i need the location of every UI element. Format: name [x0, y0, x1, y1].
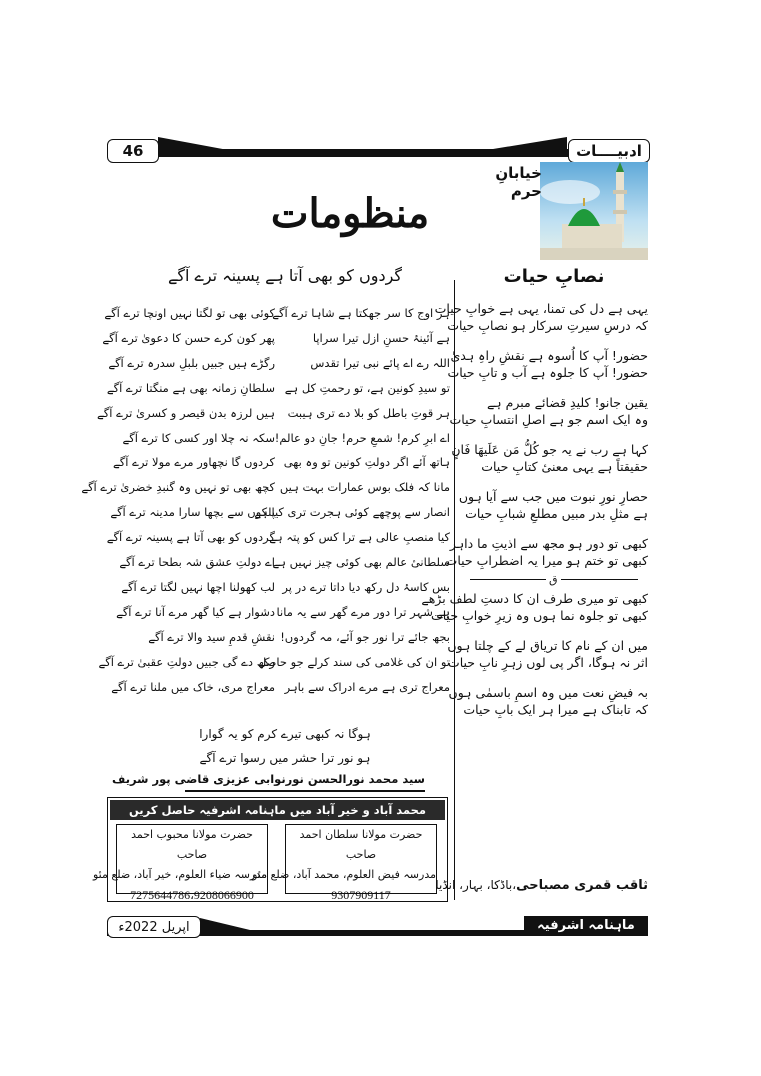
misra-second: اے دولتِ عشق شہ بطحا ترے آگے [119, 555, 275, 569]
right-poem-signature [435, 878, 648, 893]
misra-second: رگڑے ہیں جبیں بلبلِ سدرہ ترے آگے [108, 355, 275, 370]
subsection-title: خیابانِ حرم [495, 164, 542, 200]
page-number: 46 [107, 139, 159, 163]
issue-date: اپریل 2022ء [107, 916, 201, 938]
couplet-row [110, 605, 450, 625]
misra-second: پلکوں سے بچھا سارا مدینہ ترے آگے [110, 505, 275, 520]
right-poem-title: نصابِ حیات [503, 266, 605, 287]
magazine-name: ماہنامہ اشرفیہ [524, 916, 648, 936]
misra-first: اے ابرِ کرم! شمعِ حرم! جانِ دو عالم! [274, 430, 450, 445]
page-title: منظومات [270, 190, 430, 237]
contact-name: حضرت مولانا محبوب احمد صاحب [131, 828, 253, 861]
couplet-row [110, 431, 450, 451]
contact-phone: 9307909117 [331, 888, 391, 902]
poem-line: کبھی تو میری طرف ان کا دستِ لطف بڑھے کبھی تو جلوہ نما ہوں وہ زیرِ خوابِ حیات [421, 591, 648, 623]
mosque-image [540, 162, 648, 260]
misra-second: پھر کون کرے حسن کا دعویٰ ترے آگے [102, 330, 275, 345]
couplet-row [106, 530, 450, 550]
misra-first: مانا کہ فلک بوس عمارات بہت ہیں [279, 480, 450, 495]
contact-address: مدرسہ ضیاء العلوم، خیر آباد، ضلع مئو [92, 868, 267, 881]
left-poem-title: گردوں کو بھی آتا ہے پسینہ ترے آگے [167, 266, 403, 285]
misra-first: اللہ رے اے پائے نبی تیرا تقدس [310, 355, 450, 370]
contact-card-right [252, 824, 437, 902]
poem-line: کبھی تو دور ہو مجھ سے اذیتِ ما داہر کبھی تو ختم ہو میرا یہ اضطرابِ حیات [445, 536, 648, 568]
misra-second: دشوار ہے کیا گھر مرے آنا ترے آگے [116, 604, 275, 619]
contact-phone: 7275644786،9208066900 [130, 888, 254, 902]
section-label: ادبیــــات [568, 139, 650, 163]
misra-second: کوئی بھی تو لگتا نہیں اونچا ترے آگے [104, 306, 275, 320]
misra-first: ہاتھ آئے اگر دولتِ کونین تو وہ بھی [283, 455, 450, 470]
poet-underline [185, 790, 425, 792]
footer-wedge-left [200, 918, 250, 930]
poem-line: بہ فیضِ نعت میں وہ اسمِ باسمٰی ہوں کہ تابناک ہے میرا ہر ایک بابِ حیات [448, 685, 648, 717]
couplet-row [110, 680, 450, 700]
poet-name: ثاقب قمری مصباحی [516, 878, 648, 893]
misra-second: رکھ دے گی جبیں دولتِ عقبیٰ ترے آگے [98, 654, 275, 669]
couplet-row [110, 555, 450, 575]
header-rule [107, 149, 648, 157]
right-poem-body [421, 300, 648, 731]
couplet-row [110, 356, 450, 376]
misra-first: بجھ جائے ترا نور جو آئے، مہ گردوں! [280, 629, 450, 644]
misra-second: کردوں گا نچھاور مرے مولا ترے آگے [113, 455, 275, 470]
couplet-row [110, 455, 450, 475]
misra-second: کچھ بھی تو نہیں وہ گنبدِ خضریٰ ترے آگے [81, 480, 275, 495]
couplet-row [110, 505, 450, 525]
misra-first: ہر اوج کا سر جھکتا ہے شاہا ترے آگے [272, 306, 450, 320]
poem-line: میں ان کے نام کا تریاق لے کے چلتا ہوں اثر نہ ہوگا، اگر پی لوں زہرِ نابِ حیات [447, 638, 648, 670]
misra-first: سلطانیٔ عالم بھی کوئی چیز نہیں ہے [272, 555, 450, 569]
poem-line: حصارِ نورِ نبوت میں جب سے آیا ہوں ہے مثلِ بدر مبیں مطلعِ شبابِ حیات [458, 489, 648, 521]
closing-line: ہوگا نہ کبھی تیرے کرم کو یہ گوارا [199, 727, 371, 741]
closing-line: ہو نور ترا حشر میں رسوا ترے آگے [199, 751, 371, 765]
header-wedge-right [487, 137, 567, 150]
couplet-row [106, 380, 450, 401]
contact-card-left [92, 824, 268, 902]
couplet-row [97, 405, 450, 426]
poem-line: یقین جانو! کلیدِ قضائے مبرم ہے وہ ایک اسم جو ہے اصلِ انتسابِ حیات [449, 395, 648, 427]
stanza-divider [460, 571, 648, 587]
poet-place: ،باڈکا، بہار، انڈیا [435, 878, 517, 892]
closing-couplet [160, 722, 410, 770]
header-wedge-left [158, 137, 228, 150]
misra-first: معراج تری ہے مرے ادراک سے باہر [284, 679, 450, 694]
couplet-row [102, 330, 450, 351]
misra-second: نقشِ قدمِ سید والا ترے آگے [148, 629, 275, 644]
poem-line: یہی ہے دل کی تمنا، یہی ہے خوابِ حیات کہ درسِ سیرتِ سرکار ہو نصابِ حیات [434, 301, 648, 333]
misra-second: ہیں لرزہ بدن قیصر و کسریٰ ترے آگے [97, 405, 275, 420]
ad-box [92, 797, 448, 902]
poem-line: کہا ہے رب نے یہ جو کُلُّ مَن عَلَیهَا فَانٍ حقیقتاً ہے یہی معنیٔ کتابِ حیات [451, 442, 648, 474]
poem-line: حضور! آپ کا اُسوہ ہے نقشِ راہِ ہدیٰ حضور! آپ کا جلوہ ہے آب و تابِ حیات [447, 348, 648, 380]
misra-second: لب کھولنا اچھا نہیں لگتا ترے آگے [121, 579, 275, 594]
stray-mark: ق [546, 571, 561, 588]
misra-first: ہے آئینۂ حسنِ ازل تیرا سراپا [312, 330, 450, 345]
left-poem-body [81, 306, 450, 706]
misra-first: ہر قوتِ باطل کو بلا دے تری ہیبت [287, 405, 450, 420]
couplet-row [81, 480, 450, 500]
couplet-row [110, 580, 450, 600]
misra-first: تو ان کی غلامی کی سند کرلے جو حاصل [257, 654, 450, 669]
couplet-row [110, 630, 450, 650]
left-poet: سید محمد نورالحسن نورنوابی عزیزی قاضی پور شریف [112, 772, 425, 786]
couplet-row [98, 654, 450, 675]
contact-name: حضرت مولانا سلطان احمد صاحب [299, 828, 423, 861]
misra-first: کیا منصبِ عالی ہے ترا کس کو پتہ ہے [269, 530, 450, 545]
couplet-row [104, 306, 450, 326]
misra-first: بس کاسۂ دل رکھ دیا داتا ترے در پر [282, 579, 450, 594]
misra-second: معراج مری، خاک میں ملنا ترے آگے [111, 679, 275, 694]
contact-address: مدرسہ فیض العلوم، محمد آباد، ضلع مئو [252, 868, 436, 881]
misra-second: سکہ نہ چلا اور کسی کا ترے آگے [122, 430, 275, 445]
misra-first: انصار سے پوچھے کوئی ہجرت تری کیا ہے [254, 505, 450, 520]
misra-first: ہے شہر ترا دور مرے گھر سے یہ مانا [276, 604, 450, 619]
ad-banner: محمد آباد و خیر آباد میں ماہنامہ اشرفیہ حاصل کریں [110, 800, 445, 820]
misra-second: گردوں کو بھی آتا ہے پسینہ ترے آگے [106, 530, 275, 545]
misra-second: سلطانِ زمانہ بھی ہے منگتا ترے آگے [106, 380, 275, 395]
misra-first: تو سیدِ کونین ہے، تو رحمتِ کل ہے [284, 380, 450, 395]
